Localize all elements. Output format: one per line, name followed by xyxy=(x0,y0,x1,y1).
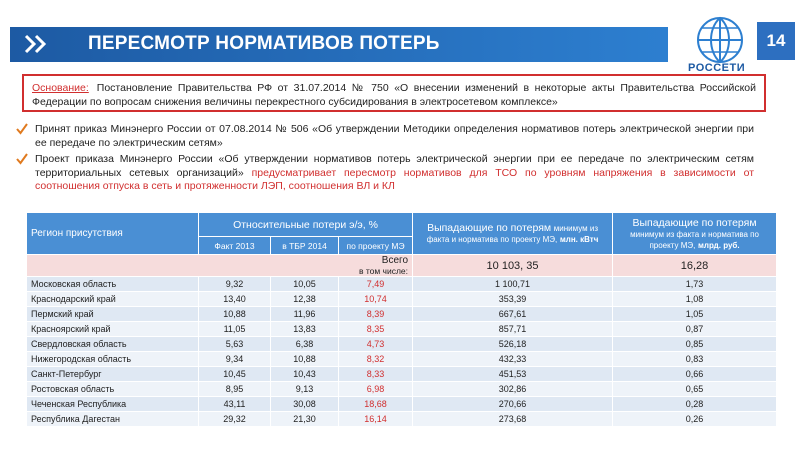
rub-cell: 0,26 xyxy=(613,412,777,427)
tbr-cell: 10,43 xyxy=(271,367,339,382)
fact-cell: 8,95 xyxy=(199,382,271,397)
project-cell: 6,98 xyxy=(339,382,413,397)
basis-label: Основание: xyxy=(32,82,89,94)
bullet-list xyxy=(14,123,754,197)
fact-cell: 10,45 xyxy=(199,367,271,382)
rub-cell: 0,66 xyxy=(613,367,777,382)
basis-text: Постановление Правительства РФ от 31.07.2014 № 750 «О внесении изменений в некоторые акты Правительства Российской Федерации по вопросам снижения величины перекрестного субсидирования в электросетевом комплексе» xyxy=(32,82,756,108)
mwh-cell: 526,18 xyxy=(413,337,613,352)
mwh-cell: 667,61 xyxy=(413,307,613,322)
fact-cell: 11,05 xyxy=(199,322,271,337)
bullet-text: Проект приказа Минэнерго России «Об утверждении нормативов потерь электрической энергии при ее передаче по электрическим сетям территориальных сетевых организаций» xyxy=(35,153,754,179)
table-row xyxy=(27,367,777,382)
col-drop-rub-note: минимум из факта и норматива по проекту МЭ, xyxy=(630,229,759,250)
tbr-cell: 13,83 xyxy=(271,322,339,337)
rub-cell: 0,28 xyxy=(613,397,777,412)
tbr-cell: 21,30 xyxy=(271,412,339,427)
region-cell: Республика Дагестан xyxy=(27,412,199,427)
rub-cell: 0,85 xyxy=(613,337,777,352)
rub-cell: 0,65 xyxy=(613,382,777,397)
region-cell: Санкт-Петербург xyxy=(27,367,199,382)
col-fact-header: Факт 2013 xyxy=(199,237,271,255)
fact-cell: 5,63 xyxy=(199,337,271,352)
table-row xyxy=(27,292,777,307)
project-cell: 8,32 xyxy=(339,352,413,367)
tbr-cell: 10,88 xyxy=(271,352,339,367)
region-cell: Краснодарский край xyxy=(27,292,199,307)
col-region-header: Регион присутствия xyxy=(27,213,199,255)
fact-cell: 9,32 xyxy=(199,277,271,292)
rub-cell: 1,05 xyxy=(613,307,777,322)
col-drop-mwh-main: Выпадающие по потерям xyxy=(427,222,552,234)
table-row xyxy=(27,307,777,322)
tbr-cell: 30,08 xyxy=(271,397,339,412)
table-row xyxy=(27,322,777,337)
rub-cell: 0,87 xyxy=(613,322,777,337)
region-cell: Московская область xyxy=(27,277,199,292)
tbr-cell: 10,05 xyxy=(271,277,339,292)
table-row xyxy=(27,397,777,412)
project-cell: 10,74 xyxy=(339,292,413,307)
bullet-highlight: предусматривает пересмотр нормативов для ТСО по уровням напряжения в зависимости от соотношения отпуска в сеть и протяженности ЛЭП, соотношения ВЛ и КЛ xyxy=(35,166,755,192)
col-drop-mwh-unit: млн. кВтч xyxy=(559,235,599,244)
basis-box xyxy=(22,74,766,112)
rub-cell: 0,83 xyxy=(613,352,777,367)
total-sub-label: в том числе: xyxy=(358,266,409,276)
title-bar xyxy=(10,27,668,62)
mwh-cell: 1 100,71 xyxy=(413,277,613,292)
region-cell: Свердловская область xyxy=(27,337,199,352)
mwh-cell: 432,33 xyxy=(413,352,613,367)
table-row xyxy=(27,277,777,292)
project-cell: 8,35 xyxy=(339,322,413,337)
table-row xyxy=(27,337,777,352)
page-number: 14 xyxy=(757,22,795,60)
region-cell: Нижегородская область xyxy=(27,352,199,367)
logo-text: РОССЕТИ xyxy=(688,62,746,74)
project-cell: 7,49 xyxy=(339,277,413,292)
mwh-cell: 273,68 xyxy=(413,412,613,427)
col-drop-mwh-note: минимум из факта и норматива по проекту МЭ, xyxy=(426,224,598,244)
fact-cell: 43,11 xyxy=(199,397,271,412)
project-cell: 8,33 xyxy=(339,367,413,382)
table-row xyxy=(27,352,777,367)
tbr-cell: 12,38 xyxy=(271,292,339,307)
mwh-cell: 270,66 xyxy=(413,397,613,412)
rub-cell: 1,08 xyxy=(613,292,777,307)
col-drop-rub-main: Выпадающие по потерям xyxy=(632,216,757,229)
rub-cell: 1,73 xyxy=(613,277,777,292)
mwh-cell: 857,71 xyxy=(413,322,613,337)
project-cell: 18,68 xyxy=(339,397,413,412)
region-cell: Ростовская область xyxy=(27,382,199,397)
bullet-text: Принят приказ Минэнерго России от 07.08.2014 № 506 «Об утверждении Методики определения нормативов потерь электрической энергии при ее передаче по электрическим сетям» xyxy=(35,123,754,149)
region-cell: Красноярский край xyxy=(27,322,199,337)
total-row xyxy=(27,255,777,277)
project-cell: 16,14 xyxy=(339,412,413,427)
col-tbr-header: в ТБР 2014 xyxy=(271,237,339,255)
total-label-cell xyxy=(27,255,413,277)
project-cell: 4,73 xyxy=(339,337,413,352)
table-row xyxy=(27,412,777,427)
tbr-cell: 9,13 xyxy=(271,382,339,397)
mwh-cell: 353,39 xyxy=(413,292,613,307)
tbr-cell: 11,96 xyxy=(271,307,339,322)
page-title: ПЕРЕСМОТР НОРМАТИВОВ ПОТЕРЬ xyxy=(88,33,440,54)
mwh-cell: 302,86 xyxy=(413,382,613,397)
tbr-cell: 6,38 xyxy=(271,337,339,352)
col-drop-rub-header xyxy=(613,213,777,255)
col-rel-losses-header: Относительные потери э/э, % xyxy=(199,213,413,237)
total-label: Всего xyxy=(381,255,409,266)
region-cell: Пермский край xyxy=(27,307,199,322)
double-chevron-icon xyxy=(24,34,52,54)
col-drop-rub-unit: млрд. руб. xyxy=(697,240,740,250)
project-cell: 8,39 xyxy=(339,307,413,322)
total-rub: 16,28 xyxy=(613,255,777,277)
table-row xyxy=(27,382,777,397)
total-mwh: 10 103, 35 xyxy=(413,255,613,277)
fact-cell: 9,34 xyxy=(199,352,271,367)
fact-cell: 29,32 xyxy=(199,412,271,427)
losses-table xyxy=(26,212,777,427)
mwh-cell: 451,53 xyxy=(413,367,613,382)
region-cell: Чеченская Республика xyxy=(27,397,199,412)
checkmark-icon xyxy=(16,153,28,165)
bullet-item-1 xyxy=(14,123,754,150)
bullet-item-2 xyxy=(14,153,754,194)
col-drop-mwh-header xyxy=(413,213,613,255)
fact-cell: 10,88 xyxy=(199,307,271,322)
col-project-header: по проекту МЭ xyxy=(339,237,413,255)
fact-cell: 13,40 xyxy=(199,292,271,307)
checkmark-icon xyxy=(16,123,28,135)
